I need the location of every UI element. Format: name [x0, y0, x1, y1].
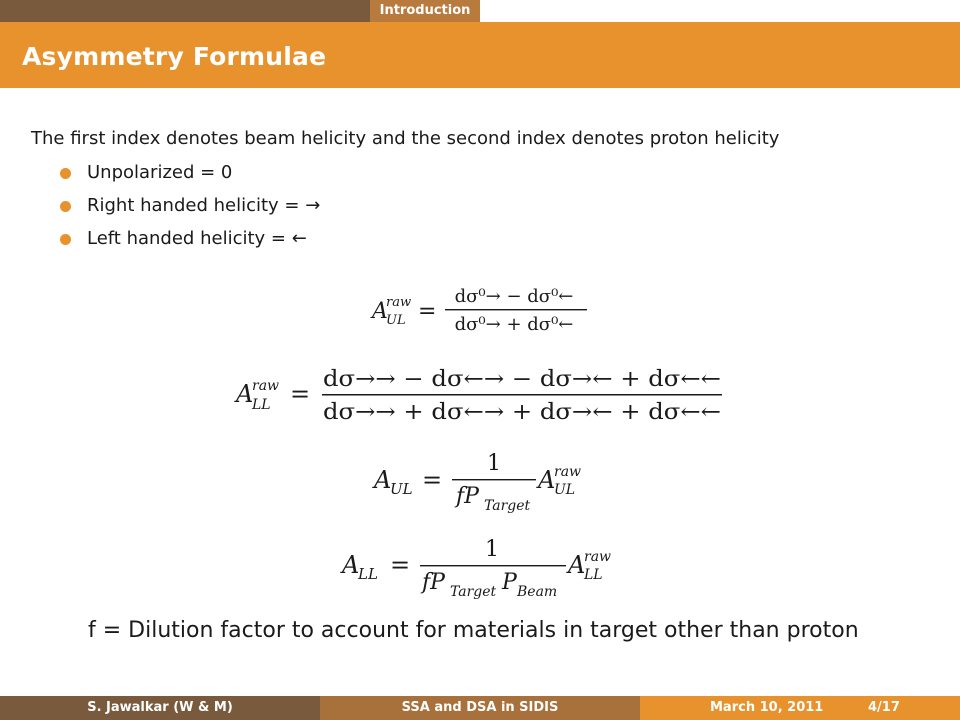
intro-text: The first index denotes beam helicity and the second index denotes proton helicity	[31, 128, 780, 149]
eq4-denominator-2-sub: Beam	[517, 584, 558, 600]
eq4-rhs-sup: raw	[584, 549, 612, 565]
eq3-numerator: 1	[487, 451, 501, 476]
eq3-fraction-bar	[452, 479, 536, 480]
eq2-lhs: A	[236, 380, 254, 408]
eq4-denominator: fP	[422, 570, 445, 595]
eq1-fraction-bar	[445, 309, 587, 310]
eq1-equals: =	[418, 299, 437, 324]
eq1-sub: UL	[386, 313, 406, 328]
footer-bar	[0, 696, 960, 720]
bullet-text: Right handed helicity = →	[87, 195, 321, 216]
eq1-numerator: dσ⁰→ − dσ⁰←	[454, 286, 574, 307]
eq3-rhs-sub: UL	[554, 482, 576, 498]
eq2-numerator: dσ→→ − dσ←→ − dσ→← + dσ←←	[323, 367, 721, 392]
eq3-equals: =	[422, 466, 443, 494]
eq4-numerator: 1	[485, 537, 499, 562]
footer-page-number: 4/17	[868, 700, 900, 715]
eq4-equals: =	[390, 551, 411, 579]
dilution-note: f = Dilution factor to account for materials in target other than proton	[88, 618, 859, 643]
equation-ul-raw	[370, 286, 587, 335]
bullet-text: Left handed helicity = ←	[87, 228, 307, 249]
footer-date-page	[640, 696, 960, 720]
eq3-denominator-sub: Target	[484, 498, 531, 514]
eq2-equals: =	[290, 380, 311, 408]
eq4-lhs: A	[342, 551, 360, 579]
eq1-denominator: dσ⁰→ + dσ⁰←	[454, 314, 574, 335]
eq3-rhs: A	[538, 466, 556, 494]
eq3-sub: UL	[390, 480, 413, 498]
eq2-sup: raw	[252, 378, 280, 394]
equation-ll	[340, 537, 611, 600]
eq4-denominator-2: P	[502, 570, 517, 595]
bullet-text: Unpolarized = 0	[87, 162, 233, 183]
eq4-rhs: A	[568, 551, 586, 579]
eq3-lhs: A	[374, 466, 392, 494]
footer-talk-title: SSA and DSA in SIDIS	[320, 696, 640, 720]
eq3-denominator: fP	[456, 484, 479, 509]
section-tab-introduction[interactable]: Introduction	[370, 0, 480, 22]
eq4-fraction-bar	[420, 565, 566, 566]
equation-ll-raw	[234, 367, 722, 425]
footer-author: S. Jawalkar (W & M)	[0, 696, 320, 720]
footer-date: March 10, 2011	[710, 700, 824, 715]
eq3-rhs-sup: raw	[554, 464, 582, 480]
equation-ul	[372, 451, 581, 514]
eq2-fraction-bar	[322, 394, 722, 396]
eq1-lhs: A	[372, 299, 388, 324]
eq4-denominator-sub: Target	[450, 584, 497, 600]
eq4-rhs-sub: LL	[584, 567, 603, 583]
slide-title: Asymmetry Formulae	[22, 42, 327, 71]
eq2-sub: LL	[252, 397, 271, 413]
eq4-sub: LL	[358, 565, 378, 583]
eq2-denominator: dσ→→ + dσ←→ + dσ→← + dσ←←	[323, 400, 721, 425]
eq1-sup: raw	[386, 295, 412, 310]
